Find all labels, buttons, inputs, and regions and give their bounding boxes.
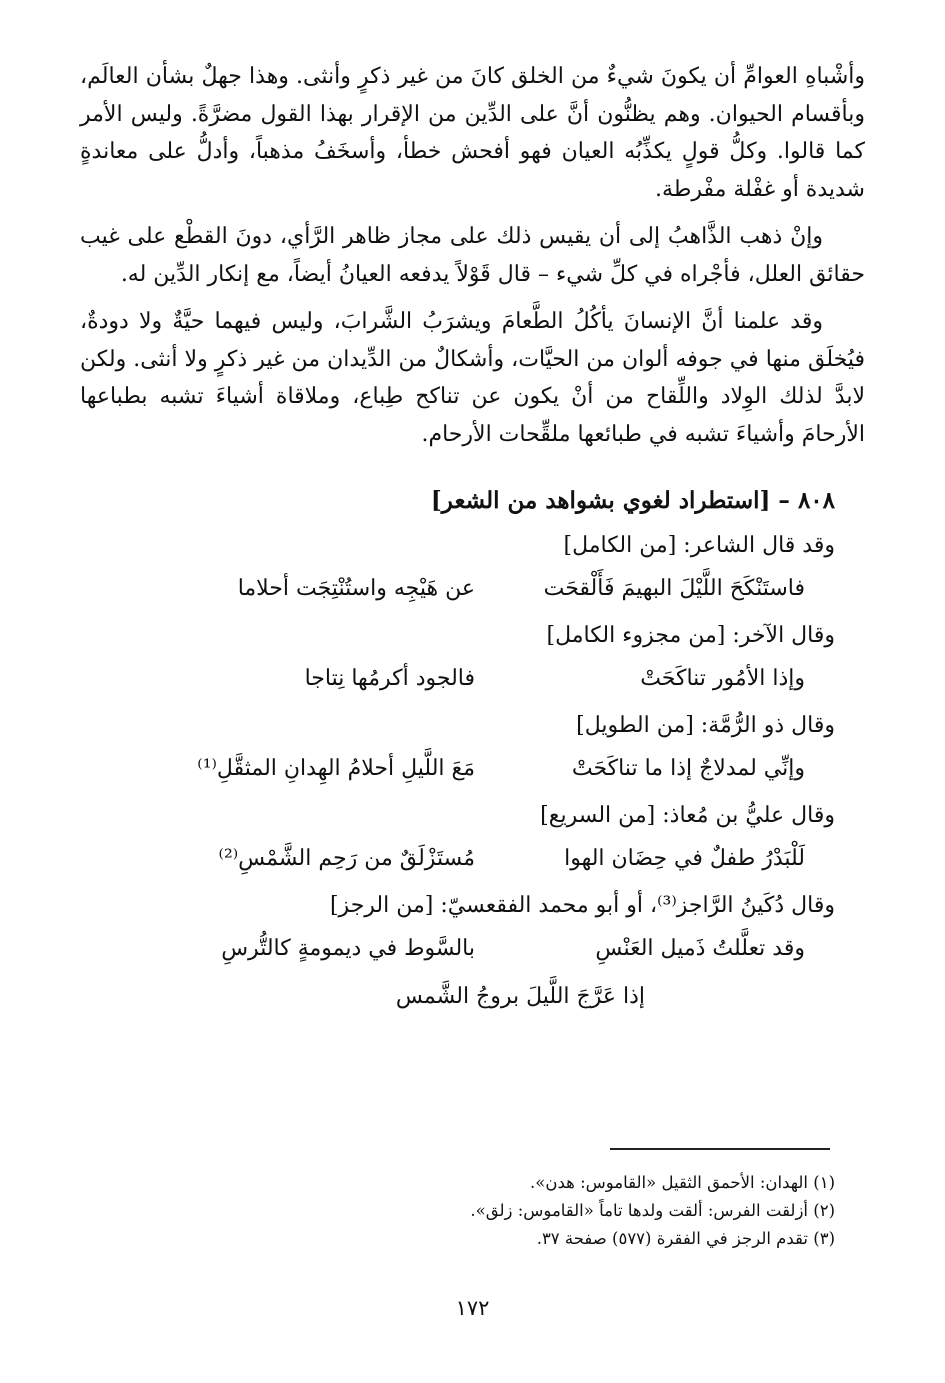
verse-2-first-hemistich: وإذا الأمُور تناكَحَتْ bbox=[640, 666, 805, 691]
verse-3-first-hemistich: وإنِّي لمدلاجٌ إذا ما تناكَحَتْ bbox=[571, 756, 805, 781]
verse-3-second-hemistich: مَعَ اللَّيلِ أحلامُ الهِدانِ المثقَّلِ⁽¹⁾ bbox=[197, 756, 475, 781]
verse-6 bbox=[80, 977, 865, 1017]
verse-6-line: إذا عَرَّجَ اللَّيلَ بروجُ الشَّمس bbox=[395, 984, 645, 1009]
footnote-1: (١) الهدان: الأحمق الثقيل «القاموس: هدن». bbox=[530, 1173, 835, 1192]
verse-4-second-hemistich: مُستَزْلَقٌ من رَحِم الشَّمْسِ⁽²⁾ bbox=[218, 846, 475, 871]
verse-5 bbox=[80, 929, 865, 969]
verse-2-second-hemistich: فالجود أكرمُها نِتاجا bbox=[304, 666, 475, 691]
verse-2 bbox=[80, 659, 865, 699]
body-paragraph-3: وقد علمنا أنَّ الإنسانَ يأكُلُ الطَّعامَ ويشرَبُ الشَّرابَ، وليس فيهما حيَّةٌ ولا دودةٌ، فيُخلَق منها في جوفه ألوان من الحيَّات، وأشكالٌ من الدِّيدان من غير ذكرٍ ولا أنثى. ولكن لابدَّ لذلك الوِلاد واللِّقاح من أنْ يكون عن تناكح طِباع، وملاقاة أشياءَ تشبه بطباعها الأرحامَ وأشياءَ تشبه في طبائعها ملقِّحات الأرحام. bbox=[80, 309, 866, 447]
verse-4-first-hemistich: لَلْبَدْرُ طفلٌ في حِضَان الهوا bbox=[564, 846, 805, 871]
poem-intro-5: وقال دُكَينُ الرَّاجز⁽³⁾، أو أبو محمد الفقعسيّ: [من الرجز] bbox=[329, 893, 835, 918]
footnotes bbox=[115, 1170, 835, 1254]
verse-3 bbox=[80, 749, 865, 789]
section-heading: ٨٠٨ – [استطراد لغوي بشواهد من الشعر] bbox=[430, 487, 835, 514]
verse-4 bbox=[80, 839, 865, 879]
poem-intro-1: وقد قال الشاعر: [من الكامل] bbox=[563, 533, 835, 558]
verse-5-first-hemistich: وقد تعلَّلتُ ذَميل العَنْسِ bbox=[595, 936, 805, 961]
poem-intro-4: وقال عليُّ بن مُعاذ: [من السريع] bbox=[540, 803, 835, 828]
footnote-3: (٣) تقدم الرجز في الفقرة (٥٧٧) صفحة ٣٧. bbox=[536, 1229, 835, 1248]
page-number: ١٧٢ bbox=[455, 1296, 490, 1320]
verse-5-second-hemistich: بالسَّوط في ديمومةٍ كالتُّرسِ bbox=[221, 936, 475, 961]
body-paragraph-1: وأشْباهِ العوامِّ أن يكونَ شيءٌ من الخلق كانَ من غير ذكرٍ وأنثى. وهذا جهلٌ بشأن العالَم، وبأقسام الحيوان. وهم يظنُّون أنَّ على الدِّين من الإقرار بهذا القول مضرَّةً. وليس الأمر كما قالوا. وكلُّ قولٍ يكذِّبُه العيان فهو أفحش خطأ، وأسخَفُ مذهباً، وأدلُّ على معاندةٍ شديدة أو غفْلة مفْرطة. bbox=[80, 64, 865, 202]
verse-1 bbox=[80, 569, 865, 609]
body-paragraph-2: وإنْ ذهب الذَّاهبُ إلى أن يقيس ذلك على مجاز ظاهر الرَّأي، دونَ القطْع على غيب حقائق العلل، فأجْراه في كلِّ شيء – قال قَوْلاً يدفعه العيانُ أيضاً، مع إنكار الدِّين له. bbox=[80, 224, 865, 287]
verse-1-second-hemistich: عن هَيْجِه واستُنْتِجَت أحلاما bbox=[237, 576, 475, 601]
verse-1-first-hemistich: فاستَنْكَحَ اللَّيْلَ البهيمَ فَأَلْقحَت bbox=[543, 576, 805, 601]
poem-intro-3: وقال ذو الرُّمَّة: [من الطويل] bbox=[576, 713, 835, 738]
footnote-2: (٢) أزلقت الفرس: ألقت ولدها تاماً «القاموس: زلق». bbox=[470, 1201, 835, 1220]
footnote-separator bbox=[610, 1148, 830, 1150]
poem-intro-2: وقال الآخر: [من مجزوء الكامل] bbox=[546, 623, 835, 648]
